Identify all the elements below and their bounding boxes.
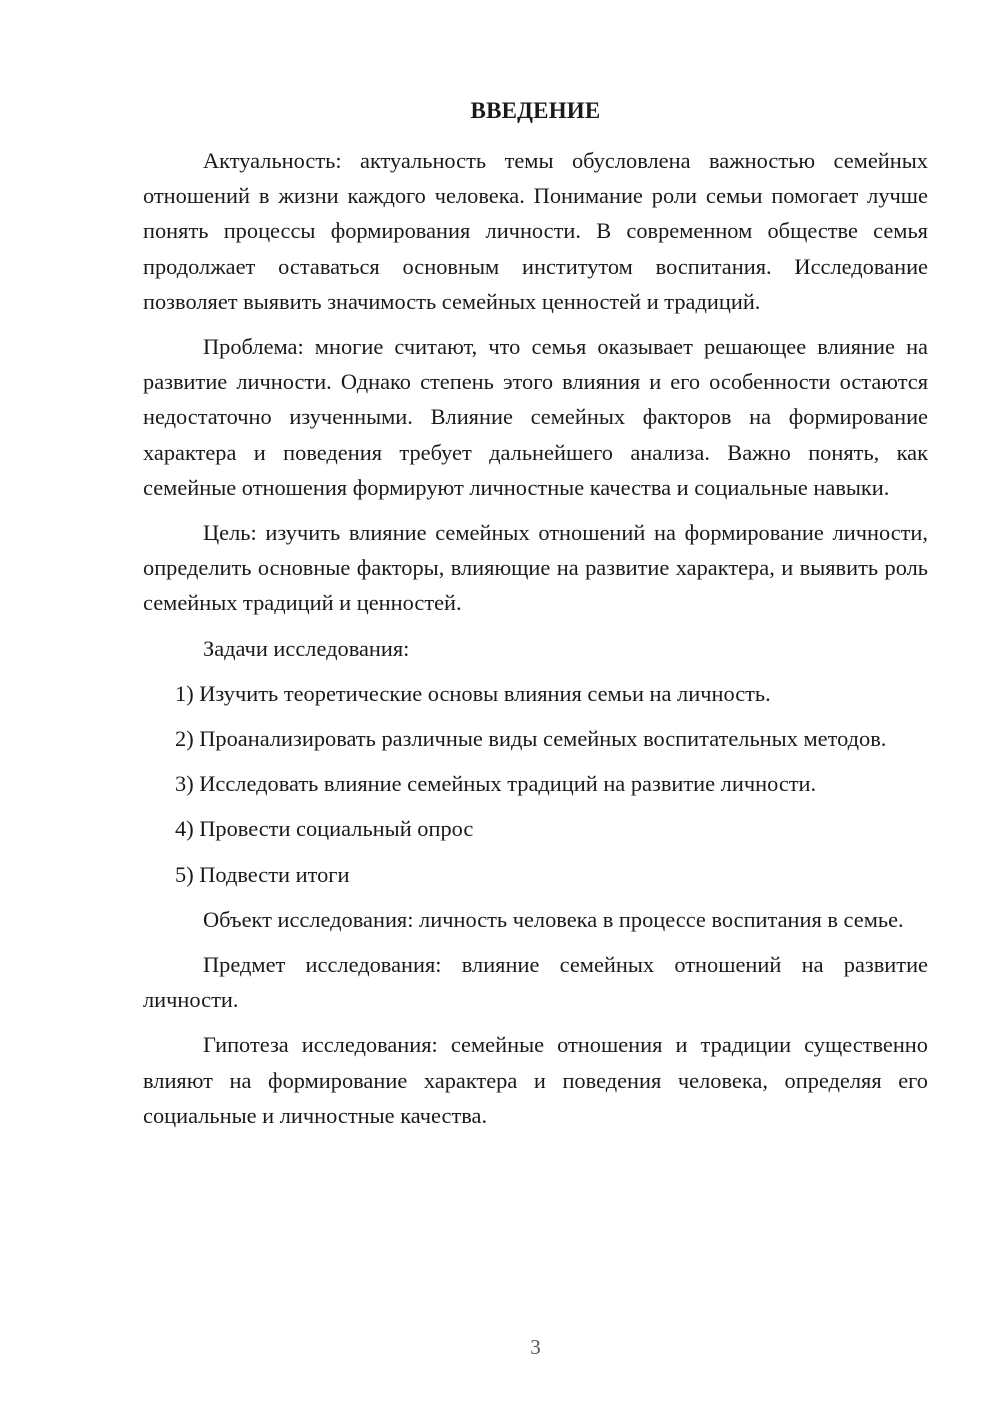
tasks-heading: Задачи исследования: — [203, 635, 410, 661]
page-number: 3 — [530, 1335, 541, 1359]
paragraph-goal: Цель: изучить влияние семейных отношений на формирование личности, определить основные факторы, влияющие на развитие характера, и выявить роль семейных традиций и ценностей. — [143, 520, 928, 616]
paragraph-hypothesis: Гипотеза исследования: семейные отношения и традиции существенно влияют на формирование характера и поведения человека, определяя его социальные и личностные качества. — [143, 1032, 928, 1128]
task-item-3: 3) Исследовать влияние семейных традиций на развитие личности. — [175, 771, 817, 797]
paragraph-problem: Проблема: многие считают, что семья оказывает решающее влияние на развитие личности. Однако степень этого влияния и его особенности остаются недостаточно изученными. Влияние семейных факторов на формирование характера и поведения требует дальнейшего анализа. Важно понять, как семейные отношения формируют личностные качества и социальные навыки. — [143, 334, 928, 500]
section-title: ВВЕДЕНИЕ — [470, 98, 601, 123]
task-item-5: 5) Подвести итоги — [175, 861, 350, 887]
paragraph-object: Объект исследования: личность человека в процессе воспитания в семье. — [203, 906, 904, 932]
document-body — [143, 143, 928, 1143]
document-page — [143, 0, 928, 1414]
paragraph-subject: Предмет исследования: влияние семейных отношений на развитие личности. — [143, 952, 928, 1013]
task-item-4: 4) Провести социальный опрос — [175, 816, 474, 842]
paragraph-relevance: Актуальность: актуальность темы обусловлена важностью семейных отношений в жизни каждого человека. Понимание роли семьи помогает лучше понять процессы формирования личности. В современном обществе семья продолжает оставаться основным институтом воспитания. Исследование позволяет выявить значимость семейных ценностей и традиций. — [143, 148, 928, 314]
task-item-1: 1) Изучить теоретические основы влияния семьи на личность. — [175, 680, 771, 706]
task-item-2: 2) Проанализировать различные виды семейных воспитательных методов. — [175, 726, 887, 752]
